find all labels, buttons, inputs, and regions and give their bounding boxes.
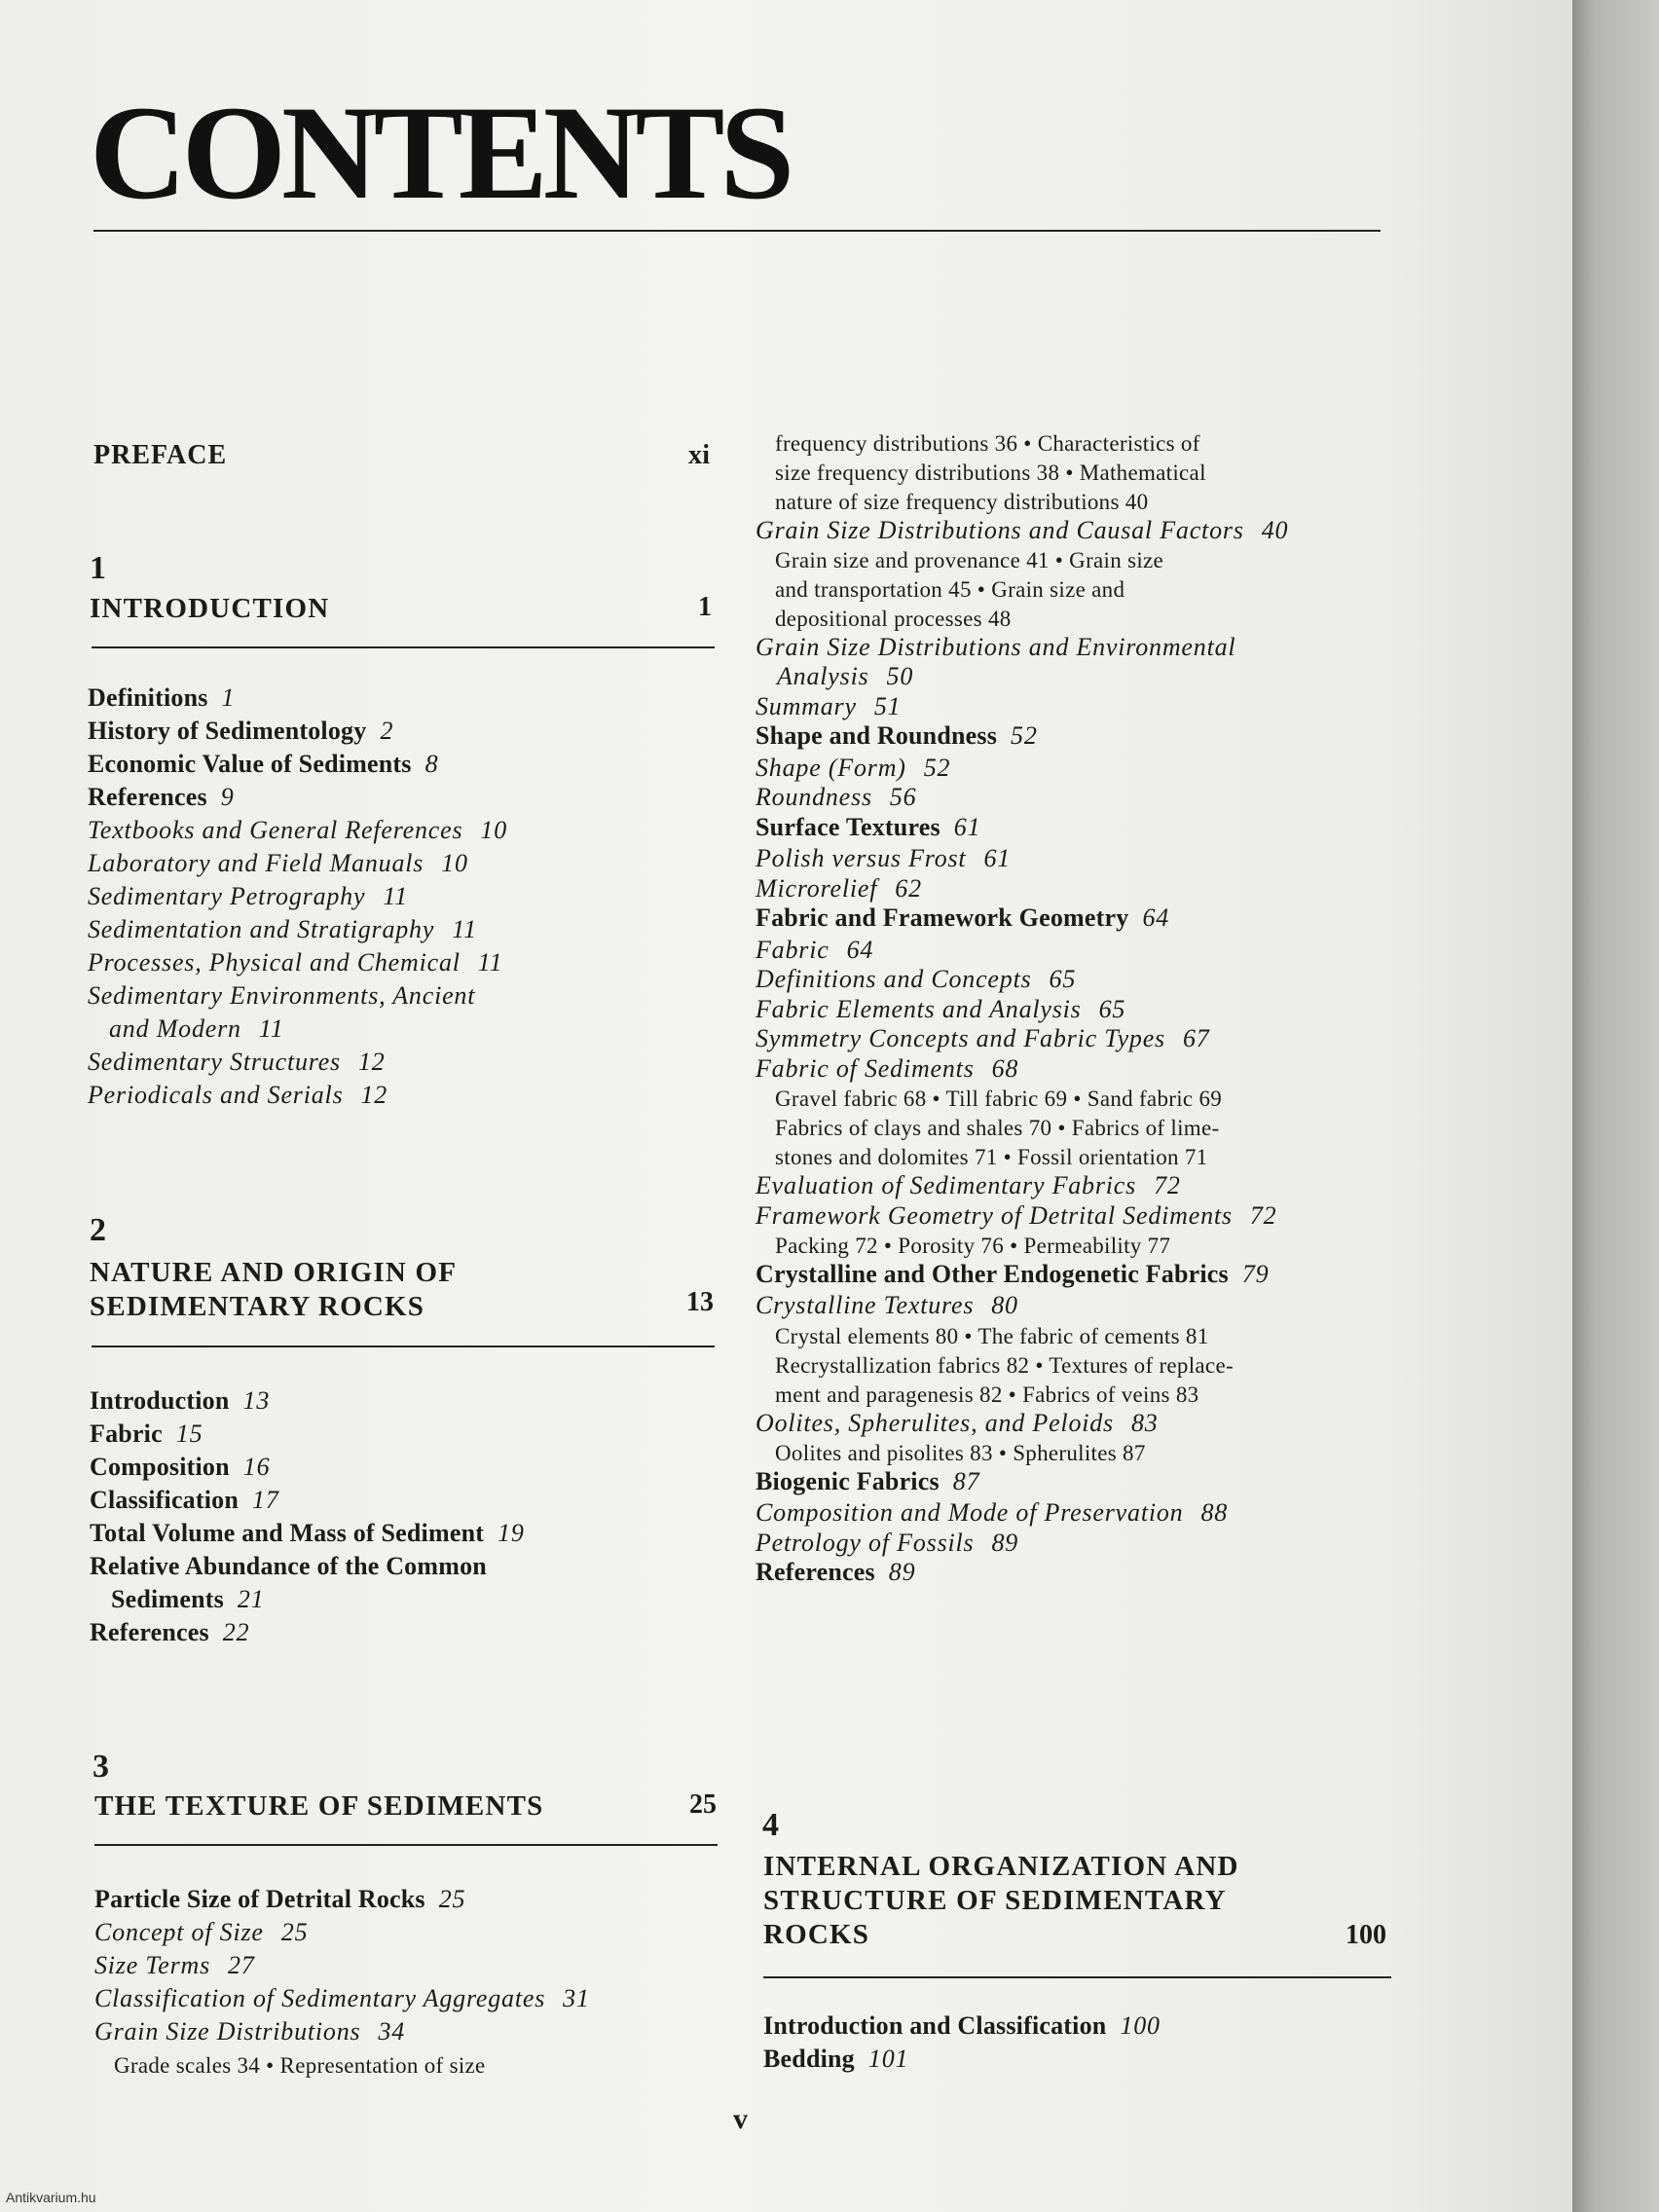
toc-entry	[756, 516, 1288, 545]
toc-entry	[775, 1142, 1207, 1171]
toc-entry-title: History of Sedimentology	[88, 717, 367, 745]
chapter-1-rule	[92, 646, 715, 648]
toc-entry-page: 51	[873, 691, 902, 720]
toc-entry-page: 11	[383, 882, 408, 910]
toc-entry-title: Particle Size of Detrital Rocks	[94, 1885, 425, 1913]
toc-entry-page: 87	[952, 1466, 980, 1495]
chapter-4-rule	[763, 1976, 1391, 1978]
toc-entry-page: 34	[378, 2017, 406, 2046]
toc-entry-page: 10	[480, 816, 508, 844]
toc-entry	[94, 1951, 255, 1980]
toc-entry-title: Economic Value of Sediments	[88, 750, 412, 778]
toc-entry-page: 22	[222, 1618, 250, 1646]
toc-entry-title: Petrology of Fossils	[756, 1528, 975, 1557]
toc-entry-title: Fabric and Framework Geometry	[756, 903, 1129, 933]
page-title: CONTENTS	[90, 78, 791, 227]
toc-entry	[90, 1552, 487, 1581]
toc-entry	[756, 1529, 1018, 1558]
toc-entry-title: Evaluation of Sedimentary Fabrics	[756, 1171, 1137, 1199]
toc-entry-page: 79	[1241, 1259, 1270, 1288]
toc-entry	[90, 1519, 525, 1548]
chapter-3-number: 3	[92, 1749, 109, 1785]
toc-entry-title: ment and paragenesis 82 • Fabrics of veins 83	[775, 1382, 1199, 1407]
toc-entry	[756, 692, 901, 721]
toc-entry-title: Analysis	[777, 662, 869, 691]
toc-entry-page: 25	[280, 1918, 309, 1946]
toc-entry	[775, 428, 1200, 458]
toc-entry-title: Grain Size Distributions	[94, 2017, 361, 2046]
toc-entry-page: 12	[360, 1081, 388, 1109]
toc-entry	[111, 1585, 265, 1614]
toc-entry-page: 100	[1120, 2011, 1161, 2040]
toc-entry-page: 12	[357, 1048, 386, 1076]
toc-entry-title: Sedimentary Structures	[88, 1048, 341, 1076]
toc-entry-title: Composition and Mode of Preservation	[756, 1498, 1184, 1528]
toc-entry-page: 17	[252, 1486, 279, 1514]
toc-entry	[88, 981, 475, 1011]
toc-entry	[756, 1171, 1181, 1200]
toc-entry-page: 88	[1200, 1498, 1229, 1528]
toc-entry	[94, 1918, 308, 1947]
toc-entry-title: Laboratory and Field Manuals	[88, 849, 424, 877]
chapter-3-page: 25	[689, 1789, 717, 1820]
toc-entry-title: Classification of Sedimentary Aggregates	[94, 1984, 546, 2012]
toc-entry-title: Introduction	[90, 1386, 230, 1415]
toc-entry-title: Size Terms	[94, 1951, 211, 1979]
toc-entry	[775, 1231, 1170, 1260]
chapter-3-rule	[94, 1844, 718, 1846]
toc-entry	[756, 874, 922, 903]
chapter-2-rule	[92, 1346, 715, 1347]
toc-entry	[756, 965, 1076, 994]
toc-entry-page: 21	[237, 1585, 265, 1613]
toc-entry-page: 64	[1142, 903, 1170, 933]
chapter-1-number: 1	[90, 550, 106, 586]
toc-entry	[775, 1438, 1146, 1467]
toc-entry	[114, 2050, 486, 2080]
toc-entry-page: 64	[846, 935, 874, 964]
toc-entry-title: Roundness	[756, 783, 872, 812]
toc-entry	[94, 2017, 405, 2046]
toc-entry-page: 61	[953, 812, 981, 841]
toc-entry-title: Sedimentary Environments, Ancient	[88, 981, 476, 1010]
toc-entry	[756, 633, 1235, 662]
chapter-2-page: 13	[686, 1287, 714, 1317]
toc-entry-title: frequency distributions 36 • Characteristics of	[775, 431, 1200, 456]
toc-entry	[88, 915, 477, 944]
toc-entry-title: Sedimentary Petrography	[88, 882, 366, 910]
toc-entry-title: Grain Size Distributions and Environmental	[756, 632, 1236, 661]
toc-entry-page: 11	[477, 948, 503, 977]
toc-entry-page: 13	[242, 1386, 271, 1415]
toc-entry	[775, 1321, 1209, 1350]
toc-entry-page: 2	[380, 717, 394, 745]
toc-entry	[756, 1260, 1269, 1289]
toc-entry-title: Shape and Roundness	[756, 721, 998, 751]
toc-entry-page: 50	[886, 662, 914, 691]
toc-entry-title: Biogenic Fabrics	[756, 1466, 940, 1495]
toc-entry-title: Composition	[90, 1453, 230, 1481]
toc-entry-title: Fabric Elements and Analysis	[756, 994, 1082, 1023]
toc-entry-title: Oolites and pisolites 83 • Spherulites 87	[775, 1441, 1146, 1466]
toc-entry	[756, 936, 873, 965]
chapter-2-title: NATURE AND ORIGIN OF SEDIMENTARY ROCKS	[90, 1257, 458, 1322]
toc-entry-title: Introduction and Classification	[763, 2011, 1107, 2040]
toc-entry	[775, 574, 1124, 604]
toc-entry	[756, 995, 1125, 1024]
toc-entry	[109, 1014, 284, 1044]
toc-entry	[775, 1084, 1222, 1113]
toc-entry-page: 83	[1130, 1408, 1159, 1437]
toc-entry-title: Oolites, Spherulites, and Peloids	[756, 1408, 1114, 1437]
toc-entry-page: 65	[1049, 965, 1077, 994]
toc-entry	[756, 1201, 1276, 1231]
toc-entry-page: 27	[228, 1951, 255, 1979]
toc-entry-title: Symmetry Concepts and Fabric Types	[756, 1024, 1165, 1053]
chapter-4-page: 100	[1346, 1920, 1386, 1950]
watermark: Antikvarium.hu	[6, 2190, 96, 2205]
toc-entry-page: 72	[1154, 1171, 1181, 1199]
toc-entry-title: depositional processes 48	[775, 606, 1012, 631]
toc-entry-title: Periodicals and Serials	[88, 1081, 344, 1109]
page-edge-shadow	[1572, 0, 1659, 2212]
toc-entry-page: 11	[452, 915, 477, 943]
toc-entry	[777, 662, 913, 691]
toc-entry-title: Textbooks and General References	[88, 816, 463, 844]
chapter-1-title: INTRODUCTION	[90, 593, 330, 624]
toc-entry	[88, 750, 438, 779]
toc-entry	[88, 816, 507, 845]
toc-entry	[775, 545, 1163, 574]
toc-entry	[90, 1386, 270, 1416]
toc-entry	[88, 783, 235, 812]
toc-entry-page: 31	[563, 1984, 590, 2012]
toc-entry-page: 61	[983, 844, 1012, 873]
toc-entry	[88, 1081, 387, 1110]
toc-entry-title: Grain Size Distributions and Causal Factors	[756, 515, 1244, 544]
toc-entry-page: 40	[1261, 515, 1289, 544]
toc-entry	[775, 1113, 1219, 1142]
toc-entry-title: Crystalline Textures	[756, 1291, 975, 1320]
toc-entry	[90, 1618, 249, 1647]
toc-entry-title: nature of size frequency distributions 40	[775, 489, 1149, 514]
toc-entry	[763, 2011, 1161, 2041]
toc-entry-title: size frequency distributions 38 • Mathematical	[775, 460, 1206, 485]
toc-entry-title: Recrystallization fabrics 82 • Textures of replace-	[775, 1352, 1234, 1378]
toc-entry	[756, 844, 1011, 873]
toc-entry-page: 68	[991, 1053, 1019, 1083]
toc-entry-page: 8	[424, 750, 439, 778]
toc-entry	[775, 604, 1012, 633]
toc-entry-page: 11	[258, 1014, 284, 1043]
toc-entry-title: Definitions and Concepts	[756, 965, 1032, 994]
toc-entry-title: Processes, Physical and Chemical	[88, 948, 461, 977]
chapter-1-page: 1	[698, 592, 712, 622]
toc-entry-page: 52	[923, 753, 951, 782]
toc-entry	[756, 721, 1038, 751]
toc-entry-title: Shape (Form)	[756, 753, 906, 782]
title-rule	[93, 230, 1381, 232]
toc-entry-title: References	[90, 1618, 209, 1646]
toc-entry-title: and transportation 45 • Grain size and	[775, 577, 1125, 603]
toc-entry	[90, 1419, 203, 1449]
toc-entry-page: 89	[888, 1558, 916, 1587]
toc-entry	[88, 1048, 386, 1077]
toc-entry-title: Fabrics of clays and shales 70 • Fabrics of lime-	[775, 1116, 1220, 1141]
toc-entry-title: Crystal elements 80 • The fabric of cements 81	[775, 1323, 1209, 1348]
toc-entry	[88, 849, 468, 878]
toc-entry-title: Total Volume and Mass of Sediment	[90, 1519, 485, 1547]
toc-entry	[94, 1984, 590, 2013]
toc-entry-title: Packing 72 • Porosity 76 • Permeability 77	[775, 1234, 1171, 1258]
toc-entry-title: Surface Textures	[756, 812, 940, 841]
toc-entry-title: Polish versus Frost	[756, 844, 967, 873]
toc-entry	[90, 1486, 279, 1515]
toc-entry	[756, 783, 916, 812]
chapter-4-title: INTERNAL ORGANIZATION AND STRUCTURE OF SEDIMENTARY ROCKS	[763, 1851, 1239, 1950]
toc-entry	[775, 458, 1206, 487]
toc-entry-page: 10	[441, 849, 468, 877]
toc-entry-title: Fabric of Sediments	[756, 1053, 975, 1083]
toc-entry-title: Concept of Size	[94, 1918, 264, 1946]
toc-entry-page: 62	[895, 873, 922, 903]
toc-entry-title: Grain size and provenance 41 • Grain size	[775, 548, 1164, 573]
toc-entry-title: Sediments	[111, 1585, 224, 1613]
toc-entry-page: 89	[991, 1528, 1019, 1557]
toc-entry-title: Bedding	[763, 2045, 855, 2073]
toc-entry	[756, 813, 980, 842]
preface-page: xi	[688, 440, 711, 470]
toc-entry	[756, 1498, 1228, 1528]
toc-entry	[775, 1380, 1198, 1409]
toc-entry-title: References	[88, 783, 207, 811]
toc-entry-page: 52	[1011, 721, 1038, 751]
toc-entry	[756, 903, 1169, 933]
toc-entry	[756, 1291, 1018, 1320]
toc-entry-title: Framework Geometry of Detrital Sediments	[756, 1200, 1233, 1230]
toc-entry-title: Crystalline and Other Endogenetic Fabrics	[756, 1259, 1229, 1288]
toc-entry-page: 9	[220, 783, 235, 811]
toc-entry	[88, 948, 502, 977]
toc-entry-page: 25	[438, 1885, 466, 1913]
toc-entry	[756, 1024, 1210, 1053]
toc-entry	[756, 1054, 1018, 1084]
toc-entry-page: 67	[1182, 1024, 1210, 1053]
toc-entry	[88, 717, 393, 746]
toc-entry-title: References	[756, 1558, 875, 1587]
toc-entry	[756, 1409, 1159, 1438]
toc-entry-page: 72	[1249, 1200, 1277, 1230]
toc-entry	[756, 1467, 979, 1496]
toc-entry-title: Relative Abundance of the Common	[90, 1552, 487, 1580]
toc-entry-title: Microrelief	[756, 873, 878, 903]
toc-entry-page: 19	[498, 1519, 525, 1547]
toc-entry-page: 65	[1098, 994, 1126, 1023]
toc-entry-title: Gravel fabric 68 • Till fabric 69 • Sand fabric 69	[775, 1087, 1223, 1112]
toc-entry-page: 15	[175, 1419, 203, 1448]
chapter-4-number: 4	[762, 1807, 779, 1843]
preface-label: PREFACE	[93, 440, 228, 470]
toc-entry-title: Fabric	[756, 935, 830, 964]
toc-entry	[775, 487, 1148, 516]
toc-entry	[756, 754, 950, 783]
toc-entry-title: Fabric	[90, 1419, 163, 1448]
chapter-2-number: 2	[90, 1212, 106, 1248]
toc-entry	[88, 683, 235, 713]
toc-entry	[775, 1350, 1234, 1380]
toc-entry	[763, 2045, 908, 2074]
toc-entry-title: stones and dolomites 71 • Fossil orientation 71	[775, 1145, 1208, 1170]
toc-entry	[94, 1885, 465, 1914]
chapter-3-title: THE TEXTURE OF SEDIMENTS	[94, 1790, 544, 1822]
toc-entry-title: Classification	[90, 1486, 240, 1514]
toc-entry-title: Definitions	[88, 683, 208, 712]
toc-entry-title: and Modern	[109, 1014, 241, 1043]
toc-entry-title: Summary	[756, 691, 857, 720]
toc-entry-title: Grade scales 34 • Representation of size	[114, 2053, 486, 2078]
toc-entry-page: 101	[867, 2045, 909, 2073]
page-number: v	[733, 2103, 748, 2135]
toc-entry-title: Sedimentation and Stratigraphy	[88, 915, 435, 943]
toc-entry-page: 56	[889, 783, 917, 812]
toc-entry	[88, 882, 408, 911]
toc-entry	[90, 1453, 270, 1482]
toc-entry	[756, 1558, 915, 1587]
toc-entry-page: 16	[242, 1453, 271, 1481]
toc-entry-page: 80	[991, 1291, 1018, 1320]
toc-entry-page: 1	[221, 683, 236, 712]
